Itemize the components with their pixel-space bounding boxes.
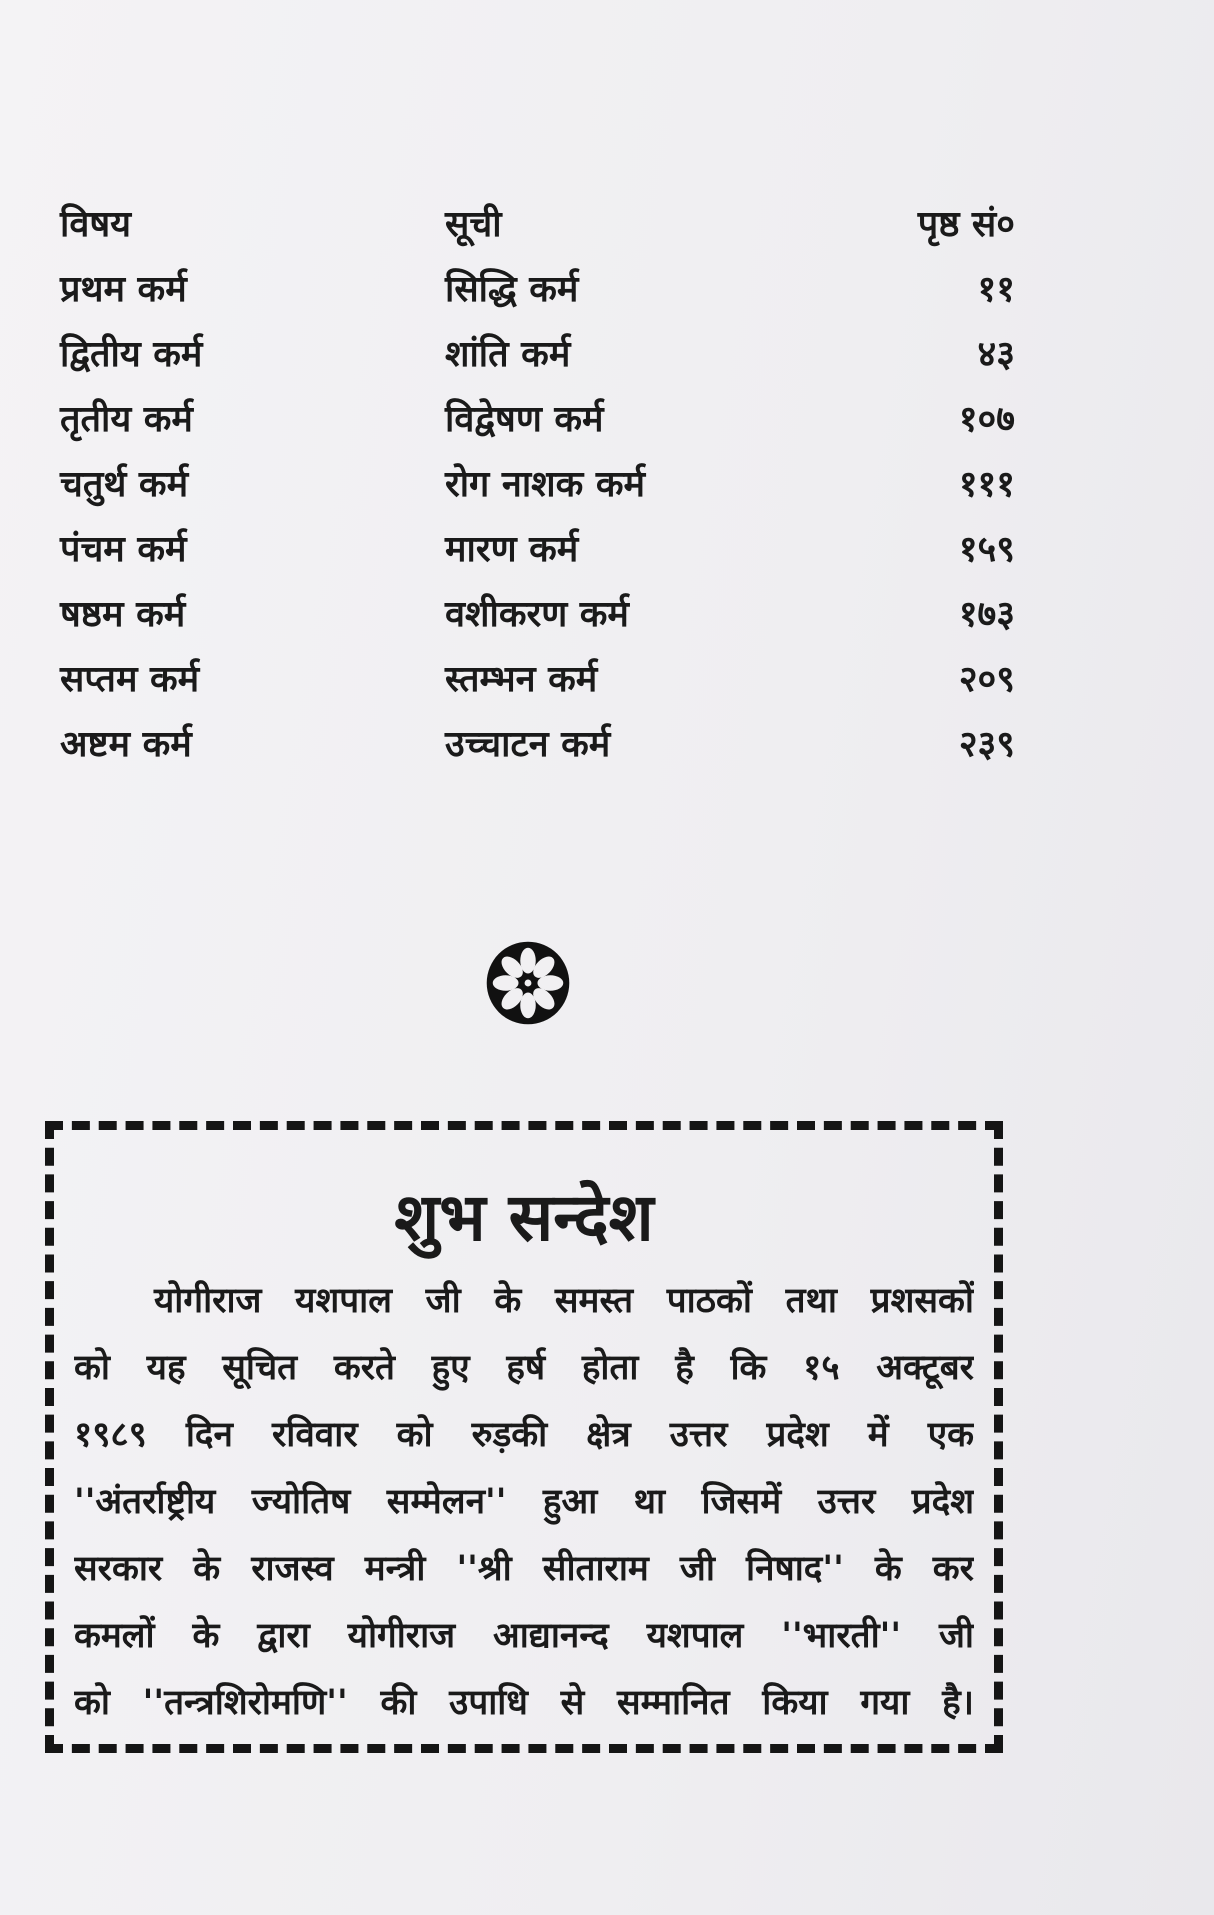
toc-row (60, 450, 1015, 515)
toc-list: उच्चाटन कर्म (445, 724, 611, 765)
message-line: को यह सूचित करते हुए हर्ष होता है कि १५ अक्टूबर (74, 1348, 974, 1388)
toc-page: २०९ (958, 659, 1015, 700)
toc-row (60, 385, 1015, 450)
toc-list: शांति कर्म (445, 334, 571, 375)
toc-subject: प्रथम कर्म (60, 269, 187, 310)
toc-subject: सप्तम कर्म (60, 659, 200, 700)
toc-list: सिद्धि कर्म (445, 269, 579, 310)
petal (493, 975, 519, 990)
toc-subject: अष्टम कर्म (60, 724, 192, 765)
toc-page: १५९ (958, 529, 1015, 570)
toc-row (60, 645, 1015, 710)
toc-row (60, 515, 1015, 580)
toc-list: वशीकरण कर्म (445, 594, 629, 635)
toc-page: १७३ (958, 594, 1015, 635)
toc-subject: षष्ठम कर्म (60, 594, 186, 635)
toc-subject: द्वितीय कर्म (60, 334, 203, 375)
table-of-contents (60, 190, 1015, 775)
toc-row (60, 710, 1015, 775)
petal (537, 975, 563, 990)
message-title: शुभ सन्देश (394, 1179, 654, 1256)
toc-list: मारण कर्म (445, 529, 579, 570)
toc-subject: पंचम कर्म (60, 529, 187, 570)
toc-subject: चतुर्थ कर्म (60, 464, 189, 505)
toc-page: १०७ (958, 399, 1015, 440)
petal (520, 948, 535, 974)
message-box (45, 1121, 1003, 1753)
message-line: कमलों के द्वारा योगीराज आद्यानन्द यशपाल ''भारती'' जी (74, 1616, 974, 1656)
message-line: सरकार के राजस्व मन्त्री ''श्री सीताराम जी निषाद'' के कर (74, 1549, 974, 1589)
toc-page: ४३ (977, 334, 1015, 375)
toc-subject: तृतीय कर्म (60, 399, 193, 440)
message-line: ''अंतर्राष्ट्रीय ज्योतिष सम्मेलन'' हुआ था जिसमें उत्तर प्रदेश (74, 1482, 974, 1522)
message-line: को ''तन्त्रशिरोमणि'' की उपाधि से सम्मानित किया गया है। (74, 1683, 974, 1723)
header-subject: विषय (60, 204, 132, 245)
toc-list: रोग नाशक कर्म (445, 464, 645, 505)
header-list: सूची (445, 204, 502, 245)
toc-page: १११ (958, 464, 1015, 505)
header-page: पृष्ठ सं० (917, 204, 1015, 245)
toc-header (60, 190, 1015, 255)
toc-row (60, 580, 1015, 645)
toc-page: २३९ (958, 724, 1015, 765)
toc-page: ११ (977, 269, 1015, 310)
toc-list: स्तम्भन कर्म (445, 659, 598, 700)
flower-ornament-icon (485, 940, 571, 1026)
toc-list: विद्वेषण कर्म (445, 399, 604, 440)
toc-row (60, 255, 1015, 320)
message-line: योगीराज यशपाल जी के समस्त पाठकों तथा प्रशसकों (154, 1281, 974, 1321)
toc-row (60, 320, 1015, 385)
message-line: १९८९ दिन रविवार को रुड़की क्षेत्र उत्तर प्रदेश में एक (74, 1415, 974, 1455)
petal (520, 992, 535, 1018)
message-body (74, 1268, 974, 1737)
